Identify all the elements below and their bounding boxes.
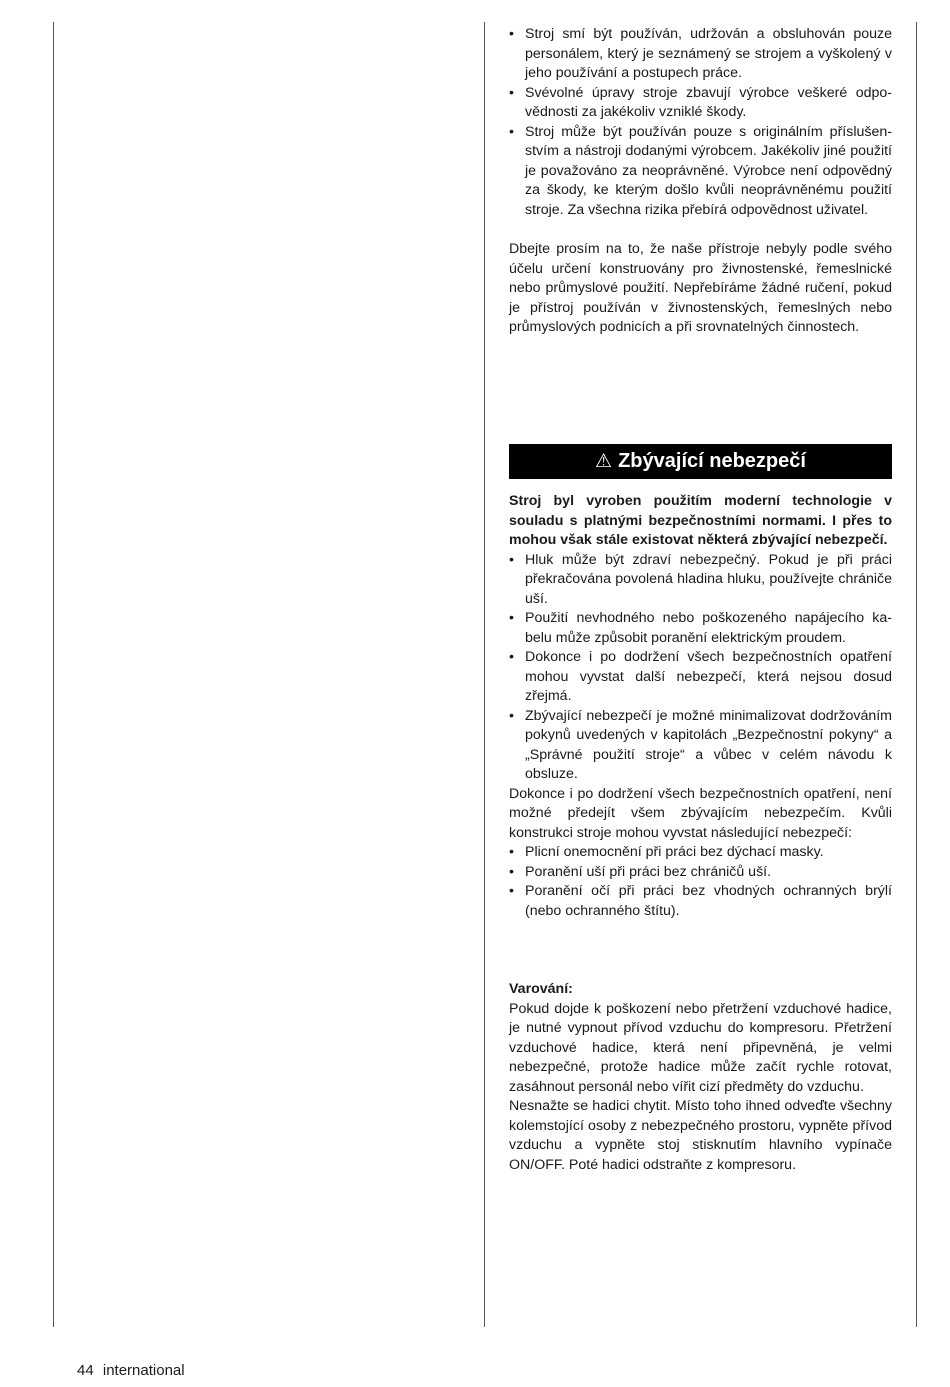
hazards-bullet-list xyxy=(509,843,892,921)
residual-risks-section xyxy=(509,492,892,921)
right-column-rule xyxy=(916,22,917,1327)
residual-risks-paragraph: Dokonce i po dodržení všech bezpečnostních opatření, není možné předejít všem zbývajícím nebezpečím. Kvůli konstrukci stroje mohou vyvstat následující nebezpečí: xyxy=(509,785,892,841)
footer-label: international xyxy=(102,1362,185,1379)
warning-label: Varování: xyxy=(509,981,573,997)
warning-text-continued: Nesnažte se hadici chytit. Místo toho ihned odveďte všechny kolemstojící osoby z nebezpečného prostoru, vypněte přívod vzduchu a vypněte stoj stisknutím hlavního vypínače ON/OFF. Poté hadici odstraňte z kompresoru. xyxy=(509,1098,892,1173)
warning-text: Pokud dojde k poškození nebo přetržení vzduchové hadice, je nutné vypnout přívod vzduchu do kompresoru. Přetržení vzduchové hadice, která není připevněná, je velmi nebezpečné, protože hadice může začít rychle rotovat, zasáhnout personál nebo vířit cizí předměty do vzduchu. xyxy=(509,1000,892,1095)
page-footer xyxy=(77,1362,185,1379)
center-column-rule xyxy=(484,22,485,1327)
list-item: • Zbývající nebezpečí je možné minimalizovat dodržováním pokynů uvedených v kapitolách „Bezpečnostní pokyny“ a „Správné použití stroje“ a vůbec v celém návodu k obsluze. xyxy=(509,707,892,785)
warning-section xyxy=(509,980,892,1175)
commercial-use-paragraph: Dbejte prosím na to, že naše přístroje nebyly podle svého účelu určení konstruovány pro živnostenské, řemeslnické nebo průmyslové použití. Nepřebíráme žádné ručení, pokud je přístroj používán v živnostenských, řemeslných nebo průmyslových podnicích a při srovnatelných činnostech. xyxy=(509,241,892,335)
usage-section xyxy=(509,25,892,338)
usage-bullet-list xyxy=(509,25,892,220)
list-item: • Poranění uší při práci bez chráničů uší. xyxy=(509,863,892,883)
list-item: • Hluk může být zdraví nebezpečný. Pokud je při práci překračována povolená hladina hluku, používejte chrániče uší. xyxy=(509,551,892,610)
page-number: 44 xyxy=(77,1362,94,1379)
list-item: • Stroj smí být používán, udržován a obsluhován pouze personálem, který je seznámený se strojem a vyškolený v jeho používání a postupech práce. xyxy=(509,25,892,84)
list-item: • Svévolné úpravy stroje zbavují výrobce veškeré odpovědnosti za jakékoliv vzniklé škody. xyxy=(509,84,892,123)
list-item: • Stroj může být používán pouze s originálním příslušenstvím a nástroji dodanými výrobcem. Jakékoliv jiné použití je považováno za neoprávněné. Výrobce není odpovědný za škody, ke kterým došlo kvůli neoprávněnému použití stroje. Za všechna rizika přebírá odpovědnost uživatel. xyxy=(509,123,892,221)
list-item: • Plicní onemocnění při práci bez dýchací masky. xyxy=(509,843,892,863)
residual-risks-heading xyxy=(509,444,892,479)
warning-triangle-icon: ⚠ xyxy=(595,451,613,472)
residual-risks-intro: Stroj byl vyroben použitím moderní technologie v souladu s platnými bezpečnostními normami. I přes to mohou však stále existovat některá zbývající nebezpečí. xyxy=(509,493,892,548)
residual-risks-bullet-list xyxy=(509,551,892,785)
list-item: • Poranění očí při práci bez vhodných ochranných brýlí (nebo ochranného štítu). xyxy=(509,882,892,921)
left-column-rule xyxy=(53,22,54,1327)
section-title: Zbývající nebezpečí xyxy=(618,450,806,472)
list-item: • Použití nevhodného nebo poškozeného napájecího kabelu může způsobit poranění elektrickým proudem. xyxy=(509,609,892,648)
list-item: • Dokonce i po dodržení všech bezpečnostních opatření mohou vyvstat další nebezpečí, která nejsou dosud zřejmá. xyxy=(509,648,892,707)
